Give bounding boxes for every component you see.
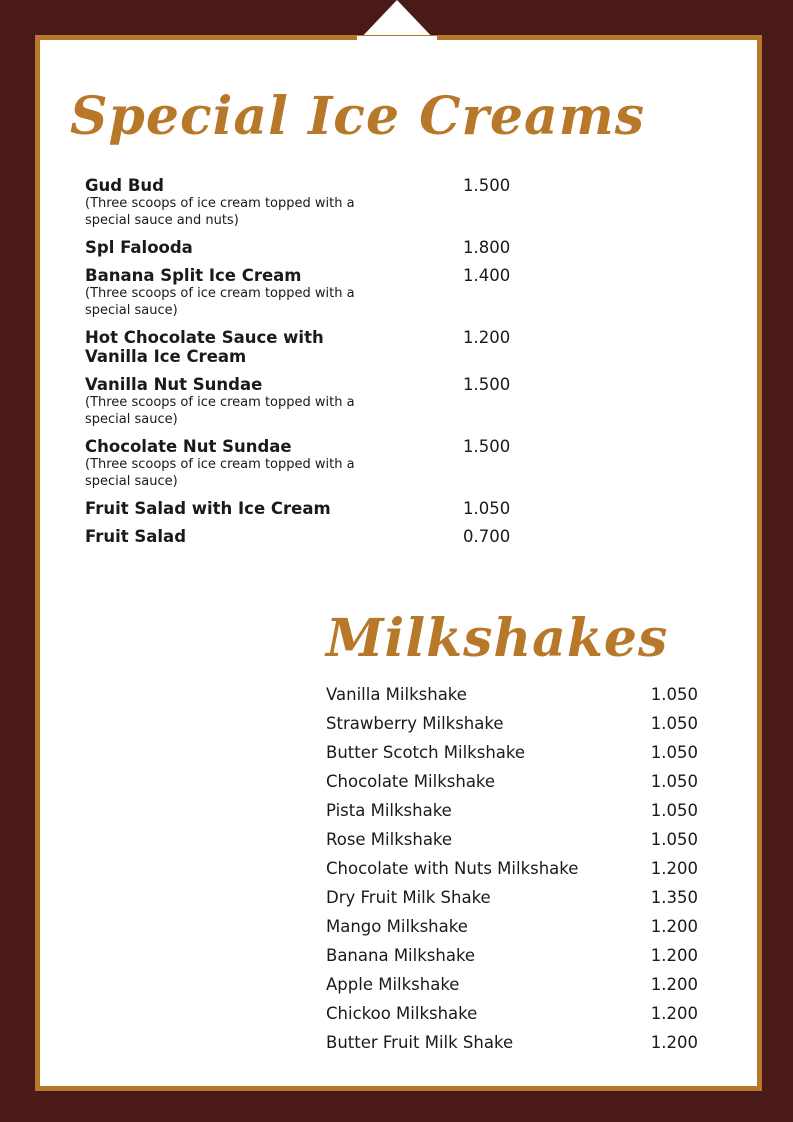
- ice-item: [85, 176, 525, 229]
- milk-item: [326, 1003, 700, 1032]
- milk-item: [326, 887, 700, 916]
- ice-item-name: Fruit Salad: [85, 527, 187, 546]
- milk-item-name: Butter Scotch Milkshake: [326, 743, 526, 762]
- ice-item-price: 1.500: [463, 375, 511, 394]
- milk-item: [326, 1032, 700, 1061]
- milk-item-price: 1.200: [650, 917, 698, 936]
- milk-item: [326, 684, 700, 713]
- milk-item-name: Chocolate Milkshake: [326, 772, 496, 791]
- ice-item-price: 1.500: [463, 176, 511, 195]
- ice-item: [85, 527, 525, 546]
- ice-item-price: 0.700: [463, 527, 511, 546]
- milk-item-name: Strawberry Milkshake: [326, 714, 504, 733]
- milk-item-name: Pista Milkshake: [326, 801, 452, 820]
- milk-item-price: 1.050: [650, 743, 698, 762]
- milk-item-price: 1.050: [650, 830, 698, 849]
- milk-item: [326, 974, 700, 1003]
- milk-item: [326, 742, 700, 771]
- ice-item-price: 1.200: [463, 328, 511, 347]
- ice-item: [85, 375, 525, 428]
- ice-item-price: 1.400: [463, 266, 511, 285]
- milk-item-price: 1.200: [650, 1033, 698, 1052]
- milkshakes-list: [326, 684, 700, 1061]
- milk-item-name: Butter Fruit Milk Shake: [326, 1033, 514, 1052]
- milk-item-price: 1.200: [650, 859, 698, 878]
- milk-item: [326, 713, 700, 742]
- ice-item-price: 1.500: [463, 437, 511, 456]
- ice-item-name: Spl Falooda: [85, 238, 193, 257]
- ice-item: [85, 499, 525, 518]
- milk-item-price: 1.200: [650, 1004, 698, 1023]
- notch-joint: [357, 36, 437, 42]
- ice-item-description: (Three scoops of ice cream topped with a special sauce): [85, 286, 355, 318]
- milk-item-name: Dry Fruit Milk Shake: [326, 888, 491, 907]
- milk-item-price: 1.050: [650, 714, 698, 733]
- ice-item-description: (Three scoops of ice cream topped with a special sauce): [85, 457, 355, 489]
- milk-item-price: 1.050: [650, 801, 698, 820]
- milk-item-price: 1.050: [650, 685, 698, 704]
- milk-item-name: Mango Milkshake: [326, 917, 468, 936]
- milk-item-name: Rose Milkshake: [326, 830, 453, 849]
- ice-item-name: Hot Chocolate Sauce with Vanilla Ice Cream: [85, 328, 324, 366]
- milk-item: [326, 771, 700, 800]
- milk-item-price: 1.350: [650, 888, 698, 907]
- ice-item-price: 1.050: [463, 499, 511, 518]
- milk-item-name: Chickoo Milkshake: [326, 1004, 478, 1023]
- ice-item-description: (Three scoops of ice cream topped with a special sauce): [85, 395, 355, 427]
- milk-item-name: Vanilla Milkshake: [326, 685, 467, 704]
- ice-item: [85, 238, 525, 257]
- ice-item-name: Fruit Salad with Ice Cream: [85, 499, 331, 518]
- ice-item-name: Gud Bud: [85, 176, 164, 195]
- milk-item: [326, 829, 700, 858]
- milk-item-price: 1.050: [650, 772, 698, 791]
- ice-item-name: Chocolate Nut Sundae: [85, 437, 292, 456]
- ice-item-name: Banana Split Ice Cream: [85, 266, 302, 285]
- ice-item-description: (Three scoops of ice cream topped with a special sauce and nuts): [85, 196, 355, 228]
- ice-item: [85, 328, 525, 366]
- ice-creams-title: Special Ice Creams: [70, 86, 645, 147]
- milkshakes-title: Milkshakes: [326, 608, 669, 669]
- milk-item: [326, 858, 700, 887]
- ice-item-price: 1.800: [463, 238, 511, 257]
- milk-item: [326, 800, 700, 829]
- milk-item-price: 1.200: [650, 946, 698, 965]
- milk-item-price: 1.200: [650, 975, 698, 994]
- milk-item-name: Apple Milkshake: [326, 975, 460, 994]
- ice-creams-list: [85, 176, 525, 555]
- milk-item-name: Chocolate with Nuts Milkshake: [326, 859, 579, 878]
- milk-item-name: Banana Milkshake: [326, 946, 476, 965]
- ice-item: [85, 437, 525, 490]
- milk-item: [326, 945, 700, 974]
- ice-item-name: Vanilla Nut Sundae: [85, 375, 263, 394]
- ice-item: [85, 266, 525, 319]
- milk-item: [326, 916, 700, 945]
